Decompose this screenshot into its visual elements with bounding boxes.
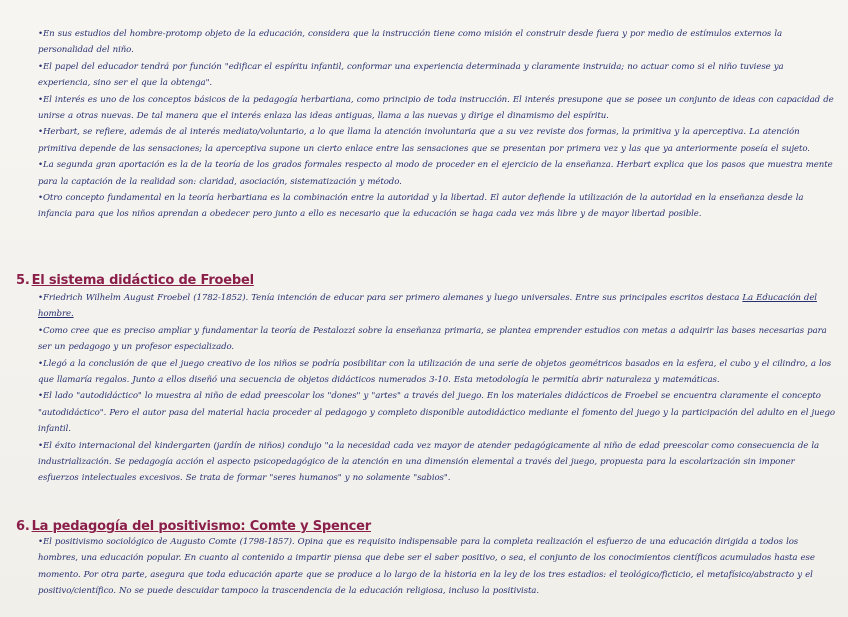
intro-text: •Friedrich Wilhelm August Froebel (1782-1852). Tenía intención de educar para ser primero alemanes y luego universales. Entre sus principales escritos destaca	[38, 293, 740, 303]
paragraph: •El éxito internacional del kindergarten (jardín de niños) condujo "a la necesidad cada vez mayor de atender pedagógicamente al niño de edad preescolar como consecuencia de la industrialización. Se pedagogía acción el aspecto psicopedagógico de la atención en una dimensión elemental a través del juego, propuesta para la escolarización sin imponer esfuerzos intelectuales excesivos. Se trata de formar "seres humanos" y no solamente "sabios".	[38, 440, 820, 484]
paragraph: •Herbart, se refiere, además de al interés mediato/voluntario, a lo que llama la atención involuntaria que a su vez reviste dos formas, la primitiva y la aperceptiva. La atención primitiva depende de las sensaciones; la aperceptiva supone un cierto enlace entre las sensaciones que se presentan por primera vez y las que ya anteriormente poseía el sujeto.	[38, 127, 810, 154]
paragraph: •El papel del educador tendrá por función "edificar el espíritu infantil, conformar una experiencia determinada y claramente instruida; no actuar como si el niño tuviese ya experiencia, sino ser el que la obtenga".	[38, 61, 784, 89]
paragraph: •En sus estudios del hombre-protomp objeto de la educación, considera que la instrucción tiene como misión el construir desde fuera y por medio de estímulos externos la personalidad del niño.	[38, 29, 783, 56]
intro-paragraph	[38, 290, 838, 323]
paragraph: •Como cree que es preciso ampliar y fundamentar la teoría de Pestalozzi sobre la enseñanza primaria, se plantea emprender estudios con metas a adquirir las bases necesarias para ser un pedagogo y un profesor especializado.	[38, 325, 827, 353]
paragraph: •Llegó a la conclusión de que el juego creativo de los niños se podría posibilitar con la utilización de una serie de objetos geométricos basados en la esfera, el cubo y el cilindro, a los que llamaría regalos. Junto a ellos diseñó una secuencia de objetos didácticos numerados 3-10. Esta metodología le permitía abrir naturaleza y matemáticas.	[38, 358, 832, 386]
paragraph: •Otro concepto fundamental en la teoría herbartiana es la combinación entre la autoridad y la libertad. El autor defiende la utilización de la autoridad en la enseñanza desde la infancia para que los niños aprendan a obedecer pero junto a ello es necesario que la educación se haga cada vez más libre y de mayor libertad posible.	[38, 193, 804, 220]
paragraph: •El interés es uno de los conceptos básicos de la pedagogía herbartiana, como principio de toda instrucción. El interés presupone que se posee un conjunto de ideas con capacidad de unirse a otras nuevas. De tal manera que el interés enlaza las ideas antiguas, llama a las nuevas y dirige el dinamismo del espíritu.	[38, 94, 834, 122]
section5-body	[38, 290, 838, 487]
section6-body	[38, 534, 838, 600]
section-title: El sistema didáctico de Froebel	[31, 273, 254, 288]
paragraph: •La segunda gran aportación es la de la teoría de los grados formales respecto al modo de proceder en el ejercicio de la enseñanza. Herbart explica que los pasos que muestra mente para la captación de la realidad son: claridad, asociación, sistematización y método.	[38, 160, 833, 187]
section4-tail	[38, 26, 838, 223]
section6-heading	[16, 519, 371, 535]
paragraph: •El lado "autodidáctico" lo muestra al niño de edad preescolar los "dones" y "artes" a través del juego. En los materiales didácticos de Froebel se encuentra claramente el concepto "autodidáctico". Pero el autor pasa del material hacia proceder al pedagogo y completo disponible autodidáctico mediante el fomento del juego y la participación del adulto en el juego infantil.	[38, 391, 835, 435]
section5-heading	[16, 273, 254, 289]
book-title: La Educación del hombre.	[38, 293, 817, 320]
section-number: 5.	[16, 273, 30, 288]
paragraph: •El positivismo sociológico de Augusto Comte (1798-1857). Opina que es requisito indispensable para la completa realización el esfuerzo de una educación dirigida a todos los hombres, una educación popular. En cuanto al contenido a impartir piensa que debe ser el saber positivo, o sea, el conjunto de los conocimientos científicos acumulados hasta ese momento. Por otra parte, asegura que toda educación aparte que se produce a lo largo de la historia en la ley de los tres estadios: el teológico/ficticio, el metafísico/abstracto y el positivo/científico. No se puede descuidar tampoco la trascendencia de la educación religiosa, incluso la positivista.	[38, 537, 815, 597]
section-number: 6.	[16, 519, 30, 534]
section-title: La pedagogía del positivismo: Comte y Spencer	[31, 519, 371, 534]
